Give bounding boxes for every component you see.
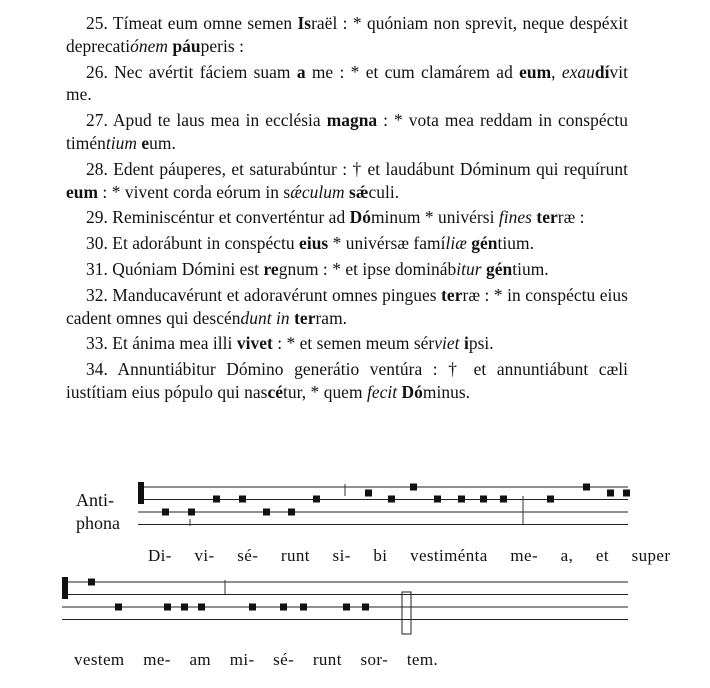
verse-text: : * vivent corda eórum in s xyxy=(98,181,291,202)
verse-text: eum xyxy=(519,61,552,82)
verse-text: Quóniam Dómini est xyxy=(107,258,264,279)
verse-text: i xyxy=(463,333,469,354)
neume-note xyxy=(500,496,507,503)
verse-text: Reminiscéntur et converténtur ad xyxy=(107,207,350,228)
verse-text: liæ xyxy=(445,233,467,254)
verse-text: Dó xyxy=(401,381,423,402)
verse-text: itur xyxy=(456,258,482,279)
neume-note xyxy=(164,604,171,611)
verse-text: raël : * quóniam non sprevit, neque despéxit deprecati xyxy=(66,13,628,56)
verse-text: cé xyxy=(267,381,283,402)
verse-text: magna xyxy=(326,110,378,131)
neume-note xyxy=(181,604,188,611)
verse-text: um. xyxy=(149,132,176,153)
verse-text: fecit xyxy=(366,381,398,402)
neume-note xyxy=(607,490,614,497)
verse-text: Tímeat eum omne semen xyxy=(107,13,298,33)
verse-number: 33. xyxy=(86,333,108,354)
verse-text: Manducavérunt et adoravérunt omnes pingues xyxy=(107,284,442,305)
neume-note xyxy=(547,496,554,503)
verse-text: gén xyxy=(471,233,498,254)
verse-text: dunt in xyxy=(240,307,290,328)
neume-note xyxy=(162,509,169,516)
clef-icon xyxy=(138,482,144,504)
neume-note xyxy=(388,496,395,503)
verse-text: dí xyxy=(594,61,610,82)
neume-note xyxy=(213,496,220,503)
verse-text: gnum : * et ipse domináb xyxy=(278,258,457,279)
verse-text: e xyxy=(141,132,150,153)
verse-text: exau xyxy=(561,61,595,82)
verse-text: Annuntiábitur Dómino generátio ventúra : † et annuntiábunt cæli iustítiam eius pópulo qui nas xyxy=(66,359,628,402)
verse-text: gén xyxy=(485,258,513,279)
verse-text: a xyxy=(296,61,306,82)
verse-text: Dó xyxy=(349,207,371,228)
neume-note xyxy=(239,496,246,503)
verse-text: ræ : * in conspéctu eius cadent omnes qui descén xyxy=(66,284,628,328)
verse-text: psi. xyxy=(468,333,494,354)
verse-number: 28. xyxy=(86,158,108,179)
antiphon-label-line2: phona xyxy=(76,513,120,533)
verse-text: : * et semen meum sér xyxy=(272,333,435,354)
clef-icon xyxy=(62,577,68,599)
verse-text: Et adorábunt in conspéctu xyxy=(107,233,300,254)
neume-note xyxy=(300,604,307,611)
verse-number: 29. xyxy=(86,207,108,228)
neume-note xyxy=(263,509,270,516)
neume-note xyxy=(480,496,487,503)
verse-number: 31. xyxy=(86,258,108,279)
neume-note xyxy=(458,496,465,503)
neume-note xyxy=(365,490,372,497)
verse-text: , xyxy=(551,61,562,82)
verse-text: sǽ xyxy=(349,181,369,202)
neume-note xyxy=(623,490,630,497)
verse-text: vivet xyxy=(236,333,273,354)
verse-text: Et ánima mea illi xyxy=(107,333,237,354)
verse-text: ter xyxy=(536,207,558,228)
verse-number: 32. xyxy=(86,284,108,305)
verse-text: Nec avértit fáciem suam xyxy=(107,61,297,82)
verse-text: ter xyxy=(441,284,463,305)
verse-text: re xyxy=(263,258,279,279)
antiphon-label-line1: Anti- xyxy=(76,490,114,510)
double-bar-line xyxy=(402,592,411,634)
verse-text: tium. xyxy=(512,258,549,279)
verse-text: fines xyxy=(498,207,532,228)
verse-text: me : * et cum clamárem ad xyxy=(305,61,520,82)
neume-note xyxy=(198,604,205,611)
neume-note xyxy=(115,604,122,611)
verse-text: páu xyxy=(172,35,201,56)
antiphon-lyrics-line2: vestem me- am mi- sé- runt sor- tem. xyxy=(74,650,439,669)
neume-note xyxy=(434,496,441,503)
antiphon-lyrics-line1: Di- vi- sé- runt si- bi vestiménta me- a, et super xyxy=(148,546,671,565)
verse-number: 34. xyxy=(86,359,108,380)
neume-note xyxy=(343,604,350,611)
neume-note xyxy=(280,604,287,611)
verse-text: minum * univérsi xyxy=(370,207,499,228)
verse-text: ǽculum xyxy=(290,181,345,202)
verse-text: vit me. xyxy=(66,61,629,105)
neume-note xyxy=(188,509,195,516)
neume-note xyxy=(313,496,320,503)
verse-text: minus. xyxy=(422,381,471,402)
verse-number: 30. xyxy=(86,233,108,254)
verse-text: ræ : xyxy=(557,207,585,228)
verse-text: ónem xyxy=(130,35,169,56)
neume-note xyxy=(362,604,369,611)
neume-note xyxy=(288,509,295,516)
neume-note xyxy=(249,604,256,611)
verse-text: culi. xyxy=(368,181,400,202)
verse-text: viet xyxy=(434,333,460,354)
verse-text: * univérsæ famí xyxy=(328,233,446,254)
verse-text: Edent páuperes, et saturabúntur : † et laudábunt Dóminum qui requírunt xyxy=(107,158,628,179)
verse-number: 25. xyxy=(86,13,108,33)
neume-note xyxy=(88,579,95,586)
verse-text: eum xyxy=(66,181,99,202)
neume-note xyxy=(583,484,590,491)
verse-text: tur, * quem xyxy=(282,381,367,402)
verse-text: peris : xyxy=(200,35,244,56)
verse-text: Apud te laus mea in ecclésia xyxy=(107,110,327,131)
verse-number: 26. xyxy=(86,61,108,82)
verse-text: : * vota mea reddam in conspéctu timén xyxy=(66,110,628,153)
verse-text: Is xyxy=(297,13,312,33)
verse-text: eius xyxy=(299,233,329,254)
verse-text: ram. xyxy=(315,307,348,328)
neume-note xyxy=(410,484,417,491)
verse-number: 27. xyxy=(86,110,108,131)
verse-text: ter xyxy=(294,307,316,328)
verse-text: tium. xyxy=(497,233,535,254)
verse-text: tium xyxy=(105,132,137,153)
